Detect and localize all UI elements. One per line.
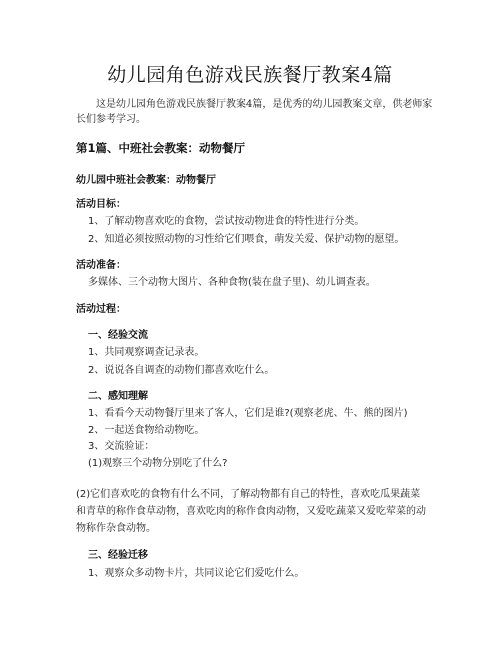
goal-item: 1、了解动物喜欢吃的食物，尝试按动物进食的特性进行分类。 [88, 216, 365, 227]
prep-text: 多媒体、三个动物大图片、各种食物(装在盘子里)、幼儿调查表。 [88, 277, 376, 288]
step-item: 2、一起送食物给动物吃。 [88, 425, 205, 436]
section-heading: 第1篇、中班社会教案：动物餐厅 [76, 141, 245, 155]
section-subtitle: 幼儿园中班社会教案：动物餐厅 [76, 175, 216, 186]
step3-heading: 三、经验迁移 [88, 550, 148, 561]
goals-label: 活动目标： [76, 199, 126, 210]
step-item: 1、观察众多动物卡片，共同议论它们爱吃什么。 [88, 568, 305, 579]
step2-heading: 二、感知理解 [88, 391, 148, 402]
step-item: 2、说说各自调查的动物们都喜欢吃什么。 [88, 365, 275, 376]
step-item: 1、看看今天动物餐厅里来了客人，它们是谁?(观察老虎、牛、熊的图片) [88, 408, 408, 419]
step-item: 1、共同观察调查记录表。 [88, 347, 205, 358]
intro-paragraph: 这是幼儿园角色游戏民族餐厅教案4篇，是优秀的幼儿园教案文章，供老师家长们参考学习。 [76, 99, 433, 125]
step2-paragraph: (2)它们喜欢吃的食物有什么不同，了解动物都有自己的特性，喜欢吃瓜果蔬菜和青草的称作食草动物，喜欢吃肉的称作食肉动物，又爱吃蔬菜又爱吃荤菜的动物称作杂食动物。 [76, 489, 426, 534]
step-item: 3、交流验证： [88, 441, 155, 452]
goal-item: 2、知道必须按照动物的习性给它们喂食，萌发关爱、保护动物的愿望。 [88, 234, 405, 245]
process-label: 活动过程： [76, 304, 126, 315]
prep-label: 活动准备： [76, 260, 126, 271]
document-title: 幼儿园角色游戏民族餐厅教案4篇 [107, 64, 393, 86]
step1-heading: 一、经验交流 [88, 330, 148, 341]
step-item: (1)观察三个动物分别吃了什么? [88, 458, 228, 469]
